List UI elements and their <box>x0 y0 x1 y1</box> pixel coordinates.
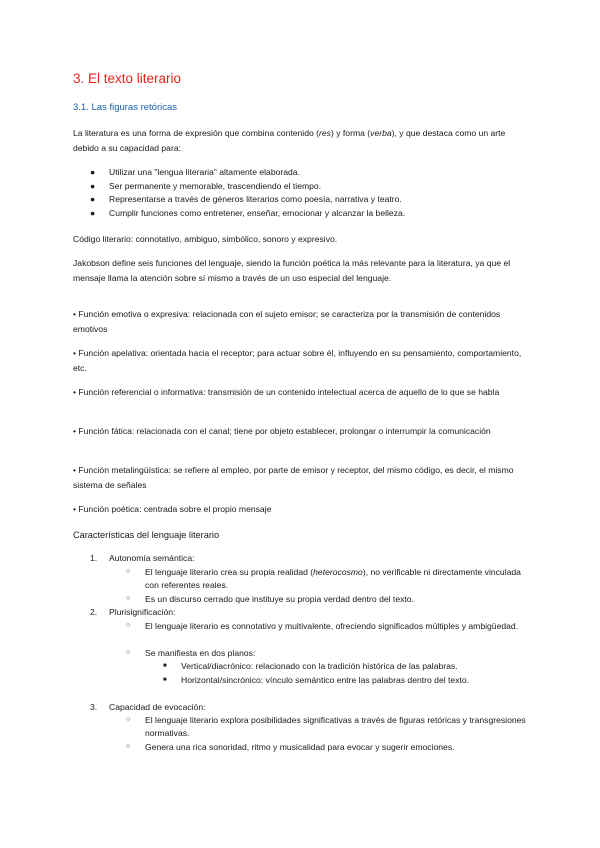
circle-bullet-icon: ○ <box>126 568 131 575</box>
bullet-icon: ● <box>90 207 96 218</box>
circle-bullet-icon: ○ <box>126 595 131 602</box>
function-emotiva: • Función emotiva o expresiva: relacionada con el sujeto emisor; se caracteriza por la transmisión de contenidos emotivos <box>73 309 501 335</box>
function-fatica: • Función fática: relacionada con el canal; tiene por objeto establecer, prolongar o interrumpir la comunicación <box>73 426 491 436</box>
subsection-heading: 3.1. Las figuras retóricas <box>73 102 178 113</box>
item-number: 3. <box>90 702 98 712</box>
jakobson-paragraph: Jakobson define seis funciones del lenguaje, siendo la función poética la más relevante para la literatura, ya que el mensaje llama la atención sobre sí mismo a través de un uso especial del lenguaje. <box>73 258 511 284</box>
circle-bullet-icon: ○ <box>126 649 131 656</box>
bullet-icon: ● <box>90 167 96 177</box>
circle-bullet-icon: ○ <box>126 716 131 723</box>
square-bullet-icon: ■ <box>163 677 167 683</box>
codigo-paragraph: Código literario: connotativo, ambiguo, simbólico, sonoro y expresivo. <box>73 234 338 244</box>
item-number: 1. <box>90 553 98 563</box>
function-apelativa: • Función apelativa: orientada hacia el receptor; para actuar sobre él, influyendo en su pensamiento, comportamiento, etc. <box>73 348 522 374</box>
caracteristicas-title: Características del lenguaje literario <box>73 530 220 540</box>
item-title: Plurisignificación: <box>109 607 176 617</box>
item-number: 2. <box>90 607 98 617</box>
square-bullet-icon: ■ <box>163 663 167 669</box>
item-title: Capacidad de evocación: <box>109 702 206 712</box>
section-heading: 3. El texto literario <box>73 71 182 86</box>
function-poetica: • Función poética: centrada sobre el propio mensaje <box>73 504 272 514</box>
document-page: 3. El texto literario 3.1. Las figuras retóricas La literatura es una forma de expresión que combina contenido (res) y forma (verba), y que destaca como un arte debido a su capacidad para: ● Utilizar una "lengua literaria" altamente elaborada. ● Ser permanente y memorable, trascendiendo el tiempo. ● Representarse a través de géneros literarios como poesía, narrativa y teatro. ● Cumplir funciones como entretener, enseñar, emocionar y alcanzar la belleza. Código literario: connotativo, ambiguo, simbólico, sonoro y expresivo. Jakobson define seis funciones del lenguaje, siendo la función poética la más relevante para la literatura, ya que el mensaje llama la atención sobre sí mismo a través de un uso especial del lenguaje. • Función emotiva o expresiva: relacionada con el sujeto emisor; se caracteriza por la transmisión de contenidos emotivos • Función apelativa: orientada hacia el receptor; para actuar sobre él, influyendo en su pensamiento, comportamiento, etc. • Función referencial o informativa: transmisión de un contenido intelectual acerca de aquello de lo que se habla • Función fática: relacionada con el canal; tiene por objeto establecer, prolongar o interrumpir la comunicación • Función metalingüística: se refiere al empleo, por parte de emisor y receptor, del mismo código, es decir, el mismo sistema de señales • Función poética: centrada sobre el propio mensaje Características del lenguaje literario 1. Autonomía semántica: ○ El lenguaje literario crea su propia realidad (heterocosmo), no verificable ni directamente vinculada con referentes reales. ○ Es un discurso cerrado que instituye su propia verdad dentro del texto. 2. Plurisignificación: ○ El lenguaje literario es connotativo y multivalente, ofreciendo significados múltiples y ambigüedad. ○ Se manifiesta en dos planos: ■ Vertical/diacrónico: relacionado con la tradición histórica de las palabras. ■ Horizontal/sincrónico: vínculo semántico entre las palabras dentro del texto. 3. Capacidad de evocación: ○ El lenguaje literario explora posibilidades significativas a través de figuras retóricas y transgresiones normativas. ○ Genera una rica sonoridad, ritmo y musicalidad para evocar y sugerir emociones. <box>0 0 600 848</box>
function-referencial: • Función referencial o informativa: transmisión de un contenido intelectual acerca de aquello de lo que se habla <box>73 387 500 397</box>
bullet-icon: ● <box>90 180 96 191</box>
circle-bullet-icon: ○ <box>126 622 131 629</box>
bullet-icon: ● <box>90 194 96 204</box>
circle-bullet-icon: ○ <box>126 743 131 750</box>
item-title: Autonomía semántica: <box>109 553 195 563</box>
intro-paragraph: La literatura es una forma de expresión que combina contenido (res) y forma (verba), y que destaca como un arte debido a su capacidad para: <box>73 128 506 154</box>
function-metalinguistica: • Función metalingüística: se refiere al empleo, por parte de emisor y receptor, del mismo código, es decir, el mismo sistema de señales <box>73 465 514 491</box>
